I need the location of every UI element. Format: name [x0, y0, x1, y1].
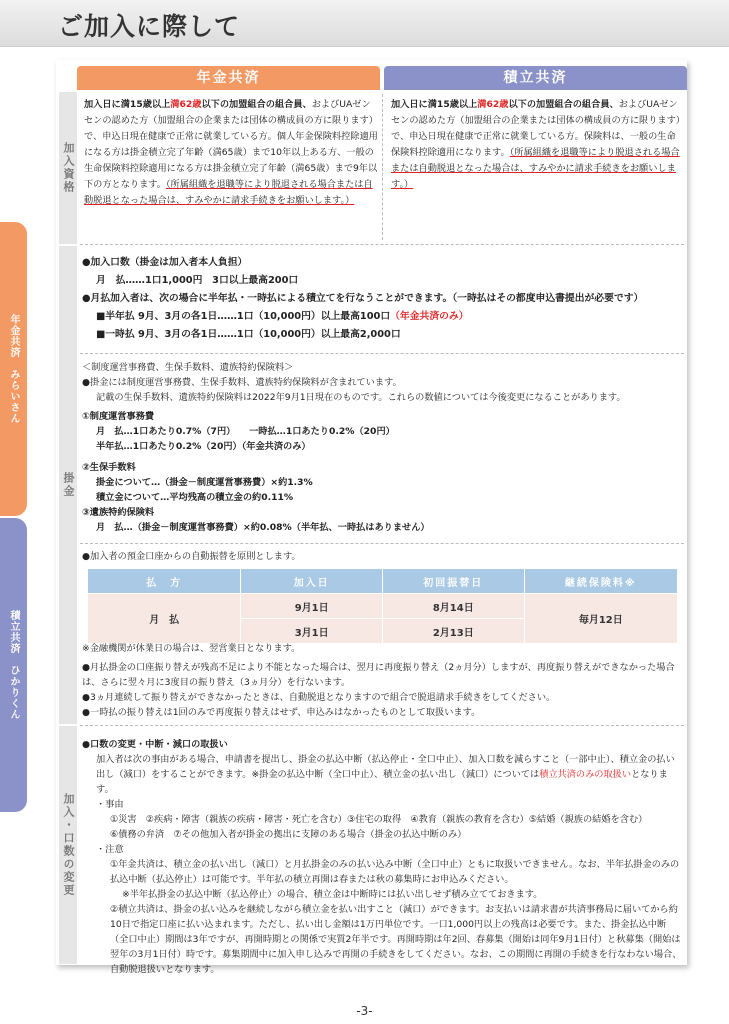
- divider: [80, 244, 684, 245]
- fees-insurer-balance: 積立金について…平均残高の積立金の約0.11%: [96, 492, 294, 503]
- column-header-nenkin: 年金共済: [77, 66, 380, 90]
- fees-insurer-title: ②生保手数料: [82, 462, 136, 473]
- row-label-changes: 加入・口数の変更: [59, 726, 77, 964]
- schedule-intro: ●加入者の預金口座からの自動振替を原則とします。: [82, 551, 301, 562]
- changes-note1b: ※半年払掛金の払込中断（払込停止）の場合、積立金は中断時には払い出しせず積み立てておきます。: [122, 889, 543, 900]
- changes-heading: ●口数の変更・中断・減口の取扱い: [82, 739, 228, 750]
- units-half-year: ■半年払 9月、3月の各1日……1口（10,000円）以上最高100口: [96, 311, 391, 322]
- changes-block: [82, 737, 682, 977]
- units-half-year-note: （年金共済のみ）: [390, 311, 469, 322]
- table-header: 初回振替日: [382, 569, 524, 594]
- schedule-note2: ●3ヵ月連続して振り替えができなかったときは、自動脱退となりますので組合で脱退請求手続きをしてください。: [82, 692, 556, 703]
- table-cell-first: 8月14日: [382, 594, 524, 619]
- units-bonus-heading: ●月払加入者は、次の場合に半年払・一時払による積立てを行なうことができます。（一時払はその都度申込書提出が必要です）: [82, 293, 644, 304]
- side-tab-tsumitate[interactable]: 積立共済 ひかりくん: [0, 518, 27, 812]
- table-cell-join: 3月1日: [241, 619, 383, 644]
- page-title: ご加入に際して: [58, 12, 241, 41]
- fees-rider-title: ③遺族特約保険料: [82, 507, 155, 518]
- changes-body-red: 積立共済のみの取扱い: [539, 769, 632, 780]
- column-divider: [382, 94, 383, 240]
- table-row: [88, 594, 678, 619]
- eligibility-tsumitate: [391, 97, 683, 193]
- schedule-note3: ●一時払の振り替えは1回のみで再度振り替えはせず、申込みはなかったものとして取扱います。: [82, 707, 481, 718]
- eligibility-tsumitate-lead: 加入日に満15歳以上: [391, 99, 478, 110]
- fees-admin-title: ①制度運営事務費: [82, 411, 155, 422]
- changes-notes-title: ・注意: [96, 844, 124, 855]
- schedule-notes: [82, 641, 682, 720]
- units-monthly: 月 払……1口1,000円 3口以上最高200口: [96, 275, 299, 286]
- eligibility-nenkin-age: 満62歳: [170, 99, 202, 110]
- changes-note2: ②積立共済は、掛金の払い込みを継続しながら積立金を払い出すこと（減口）ができます。お支払いは請求書が共済事務局に届いてから約10日で指定口座に払い込まれます。ただし、払い出し金額は1万円単位です。一口1,000円以上の残高は必要です。また、掛金払込中断（全口中止）期間は3年ですが、再開時期との関係で実質2年半です。再開時期は年2回、春募集（開始は同年9月1日付）と秋募集（開始は翌年の3月1日付）時です。募集期間中に加入申し込みで再開の手続きをしてください。なお、この期間に再開の手続きを行なわない場合、自動脱退扱いとなります。: [110, 904, 682, 975]
- schedule-note-holiday: ※金融機関が休業日の場合は、翌営業日となります。: [82, 643, 301, 654]
- eligibility-tsumitate-body: およびUAゼンセンの認めた方（加盟組合の企業または団体の構成員の方に限ります）で、申込日現在健康で正常に就業している方。保険料は、一般の生命保険料控除適用になります。: [391, 99, 681, 158]
- divider: [80, 353, 684, 354]
- column-header-tsumitate: 積立共済: [384, 66, 687, 90]
- table-header: 継続保険料※: [524, 569, 677, 594]
- table-cell-continuing: 毎月12日: [524, 594, 677, 644]
- title-bar: [0, 0, 729, 47]
- fees-rider-monthly: 月 払…（掛金－制度運営事務費）×約0.08%（半年払、一時払はありません）: [96, 522, 430, 533]
- changes-note1: ①年金共済は、積立金の払い出し（減口）と月払掛金のみの払い込み中断（全口中止）ともに取扱いできません。なお、半年払掛金のみの払込中断（払込停止）は可能です。半年払の積立再開は春または秋の募集時にお申込みください。: [110, 859, 680, 885]
- table-header-row: [88, 569, 678, 594]
- changes-reasons1: ①災害 ②疾病・障害（親族の疾病・障害・死亡を含む）③住宅の取得 ④教育（親族の教育を含む）⑤結婚（親族の結婚を含む）: [110, 814, 648, 825]
- fees-block: [82, 360, 682, 535]
- eligibility-nenkin-body: およびUAゼンセンの認めた方（加盟組合の企業または団体の構成員の方に限ります）で、申込日現在健康で正常に就業している方。個人年金保険料控除適用になる方は掛金積立完了年齢（満65歳）まで10年以上ある方、一般の生命保険料控除適用になる方は掛金積立完了年齢（満65歳）まで9年以下の方となります。: [84, 99, 378, 190]
- fees-heading: ＜制度運営事務費、生保手数料、遺族特約保険料＞: [82, 362, 294, 373]
- table-cell-first: 2月13日: [382, 619, 524, 644]
- table-header: 払 方: [88, 569, 241, 594]
- table-header: 加入日: [241, 569, 383, 594]
- row-label-premium: 掛金: [59, 246, 77, 724]
- fees-admin-monthly: 月 払…1口あたり0.7%（7円） 一時払…1口あたり0.2%（20円）: [96, 426, 395, 437]
- divider: [80, 543, 684, 544]
- units-heading: ●加入口数（掛金は加入者本人負担）: [82, 257, 248, 268]
- fees-line2: 記載の生保手数料、遺族特約保険料は2022年9月1日現在のものです。これらの数値については今後変更になることがあります。: [96, 392, 626, 403]
- eligibility-tsumitate-lead2: 以下の加盟組合の組合員、: [508, 99, 619, 110]
- changes-body: 加入者は次の事由がある場合、申請書を提出し、掛金の払込中断（払込停止・全口中止）、加入口数を減らすこと（一部中止）、積立金の払い出し（減口）をすることができます。※掛金の払込中断（全口中止）、積立金の払い出し（減口）については: [96, 754, 675, 780]
- eligibility-nenkin: [84, 97, 378, 209]
- eligibility-tsumitate-note: （所属組織を退職等により脱退される場合または自動脱退となった場合は、すみやかに請求手続きをお願いします。）: [391, 147, 680, 190]
- units-lump-sum: ■一時払 9月、3月の各1日……1口（10,000円）以上最高2,000口: [96, 329, 401, 340]
- changes-reasons-title: ・事由: [96, 799, 124, 810]
- row-label-eligibility: 加入資格: [59, 92, 77, 244]
- schedule-table: [87, 568, 678, 644]
- eligibility-nenkin-lead2: 以下の加盟組合の組合員、: [201, 99, 312, 110]
- table-cell-join: 9月1日: [241, 594, 383, 619]
- eligibility-nenkin-lead: 加入日に満15歳以上: [84, 99, 171, 110]
- schedule-note1: ●月払掛金の口座振り替えが残高不足により不能となった場合は、翌月に再度振り替え（2ヵ月分）しますが、再度振り替えができなかった場合は、さらに翌々月に3度目の振り替え（3ヵ月分）を行ないます。: [82, 662, 675, 688]
- changes-body-end: となります。: [96, 769, 668, 795]
- side-tab-nenkin[interactable]: 年金共済 みらいさん: [0, 222, 27, 516]
- eligibility-tsumitate-age: 満62歳: [477, 99, 509, 110]
- eligibility-nenkin-note: （所属組織を退職等により脱退される場合または自動脱退となった場合は、すみやかに請求手続きをお願いします。）: [84, 179, 373, 206]
- changes-reasons2: ⑥債務の弁済 ⑦その他加入者が掛金の拠出に支障のある場合（掛金の払込中断のみ）: [110, 829, 467, 840]
- units-block: [82, 254, 682, 344]
- page-number: -3-: [356, 1004, 373, 1018]
- fees-insurer-premium: 掛金について…（掛金－制度運営事務費）×約1.3%: [96, 477, 313, 488]
- divider: [80, 725, 684, 726]
- fees-line1: ●掛金には制度運営事務費、生保手数料、遺族特約保険料が含まれています。: [82, 377, 402, 388]
- fees-admin-half: 半年払…1口あたり0.2%（20円）（年金共済のみ）: [96, 441, 311, 452]
- table-cell-method: 月 払: [88, 594, 241, 644]
